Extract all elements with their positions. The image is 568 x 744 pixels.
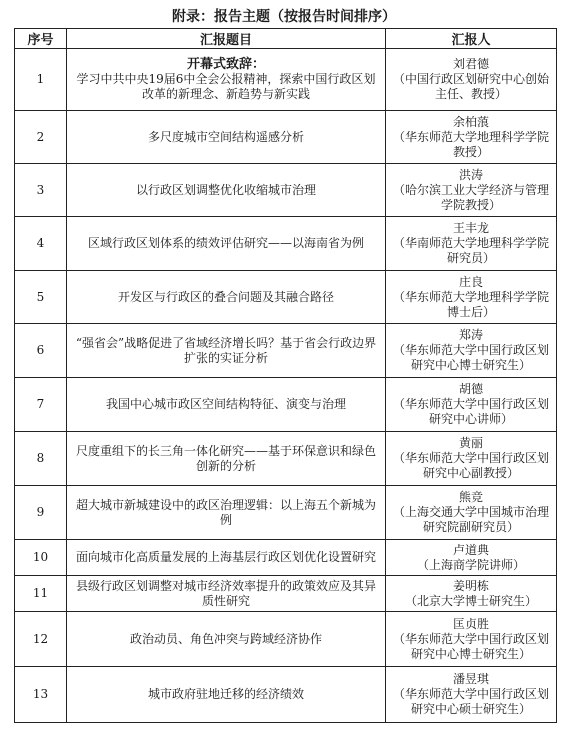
reporter-affiliation: （华东师范大学地理科学学院教授） [392,129,549,159]
row-number: 1 [15,49,67,111]
table-row [15,49,557,111]
reporter-name: 洪涛 [458,167,483,182]
report-topic: 开发区与行政区的叠合问题及其融合路径 [117,289,334,304]
reporter-cell [386,111,557,164]
reporter-name: 王丰龙 [452,221,489,235]
report-topic: 区域行政区划体系的绩效评估研究——以海南省为例 [87,236,364,250]
table-row [15,576,557,612]
reporter-name: 卢道典 [452,542,489,557]
row-number: 13 [15,667,67,723]
row-number: 12 [15,612,67,667]
header-topic: 汇报题目 [67,29,386,49]
table-row [15,378,557,432]
table-row [15,111,557,164]
reporter-cell [386,49,557,111]
report-topic-cell [67,217,386,271]
reporter-name: 郑涛 [458,328,483,342]
reporter-cell [386,667,557,723]
reporter-cell [386,164,557,217]
report-topic-cell [67,49,386,111]
table-row [15,432,557,486]
report-topic-cell [67,111,386,164]
appendix-title: 附录：报告主题（按报告时间排序） [172,9,396,25]
reporter-affiliation: （哈尔滨工业大学经济与管理学院教授） [392,182,549,212]
reporter-name: 姜明栋 [452,578,489,593]
reporter-name: 潘昱琪 [452,672,489,686]
reporter-affiliation: （华东师范大学中国行政区划研究中心副教授） [392,451,549,480]
reporter-cell [386,432,557,486]
reporter-affiliation: （北京大学博士研究生） [404,593,537,608]
report-topic: 超大城市新城建设中的政区治理逻辑：以上海五个新城为例 [75,497,376,527]
reporter-cell [386,486,557,540]
reporter-name: 熊竞 [458,490,483,504]
report-schedule-table [14,28,557,723]
reporter-cell [386,324,557,378]
reporter-affiliation: （华东师范大学中国行政区划研究中心讲师） [392,397,549,426]
reporter-affiliation: （上海交通大学中国城市治理研究院副研究员） [392,505,549,534]
table-row [15,217,557,271]
reporter-cell [386,217,557,271]
reporter-name: 黄丽 [458,436,483,450]
report-topic: 尺度重组下的长三角一体化研究——基于环保意识和绿色创新的分析 [75,443,376,473]
table-row [15,667,557,723]
report-topic: 政治动员、角色冲突与跨域经济协作 [129,631,322,646]
reporter-cell [386,576,557,612]
reporter-name: 胡德 [458,382,483,396]
table-row [15,540,557,576]
report-topic-cell [67,324,386,378]
report-topic: 县级行政区划调整对城市经济效率提升的政策效应及其异质性研究 [75,578,376,608]
reporter-name: 刘君德 [452,57,489,71]
row-number: 4 [15,217,67,271]
reporter-cell [386,612,557,667]
header-reporter: 汇报人 [386,29,557,49]
report-topic-cell [67,486,386,540]
header-no: 序号 [15,29,67,49]
table-row [15,486,557,540]
reporter-cell [386,271,557,324]
reporter-affiliation: （华东师范大学中国行政区划研究中心博士研究生） [392,343,549,372]
report-topic: 以行政区划调整优化收缩城市治理 [135,182,316,197]
table-row [15,324,557,378]
table-row [15,612,557,667]
row-number: 2 [15,111,67,164]
row-number: 6 [15,324,67,378]
reporter-name: 庄良 [458,274,483,289]
report-topic-cell [67,378,386,432]
reporter-affiliation: （中国行政区划研究中心创始主任、教授） [392,72,549,101]
row-number: 10 [15,540,67,576]
table-row [15,271,557,324]
reporter-affiliation: （华南师范大学地理科学学院研究员） [392,236,549,265]
table-header-row [15,29,557,49]
reporter-affiliation: （华东师范大学中国行政区划研究中心博士研究生） [392,631,549,661]
report-topic: 学习中共中央19届6中全会公报精神，探索中国行政区划改革的新理念、新趋势与新实践 [76,72,376,101]
report-topic-cell [67,164,386,217]
report-topic-cell [67,667,386,723]
opening-speech-label: 开幕式致辞： [186,57,265,72]
report-topic-cell [67,576,386,612]
report-topic-cell [67,612,386,667]
reporter-cell [386,540,557,576]
row-number: 8 [15,432,67,486]
report-topic: 面向城市化高质量发展的上海基层行政区划优化设置研究 [75,550,376,564]
report-topic: 城市政府驻地迁移的经济绩效 [147,687,304,701]
row-number: 7 [15,378,67,432]
row-number: 5 [15,271,67,324]
row-number: 3 [15,164,67,217]
table-row [15,164,557,217]
row-number: 9 [15,486,67,540]
reporter-affiliation: （华东师范大学中国行政区划研究中心硕士研究生） [392,687,549,716]
row-number: 11 [15,576,67,612]
reporter-name: 匡贞胜 [452,616,489,631]
reporter-cell [386,378,557,432]
report-topic: 多尺度城市空间结构遥感分析 [147,129,304,144]
report-topic: “强省会”战略促进了省域经济增长吗？基于省会行政边界扩张的实证分析 [75,335,377,365]
reporter-affiliation: （华东师范大学地理科学学院博士后） [392,289,549,319]
reporter-affiliation: （上海商学院讲师） [416,557,525,572]
report-topic-cell [67,432,386,486]
reporter-name: 余柏蒗 [452,114,489,129]
report-topic-cell [67,540,386,576]
report-topic: 我国中心城市政区空间结构特征、演变与治理 [105,397,346,411]
report-topic-cell [67,271,386,324]
